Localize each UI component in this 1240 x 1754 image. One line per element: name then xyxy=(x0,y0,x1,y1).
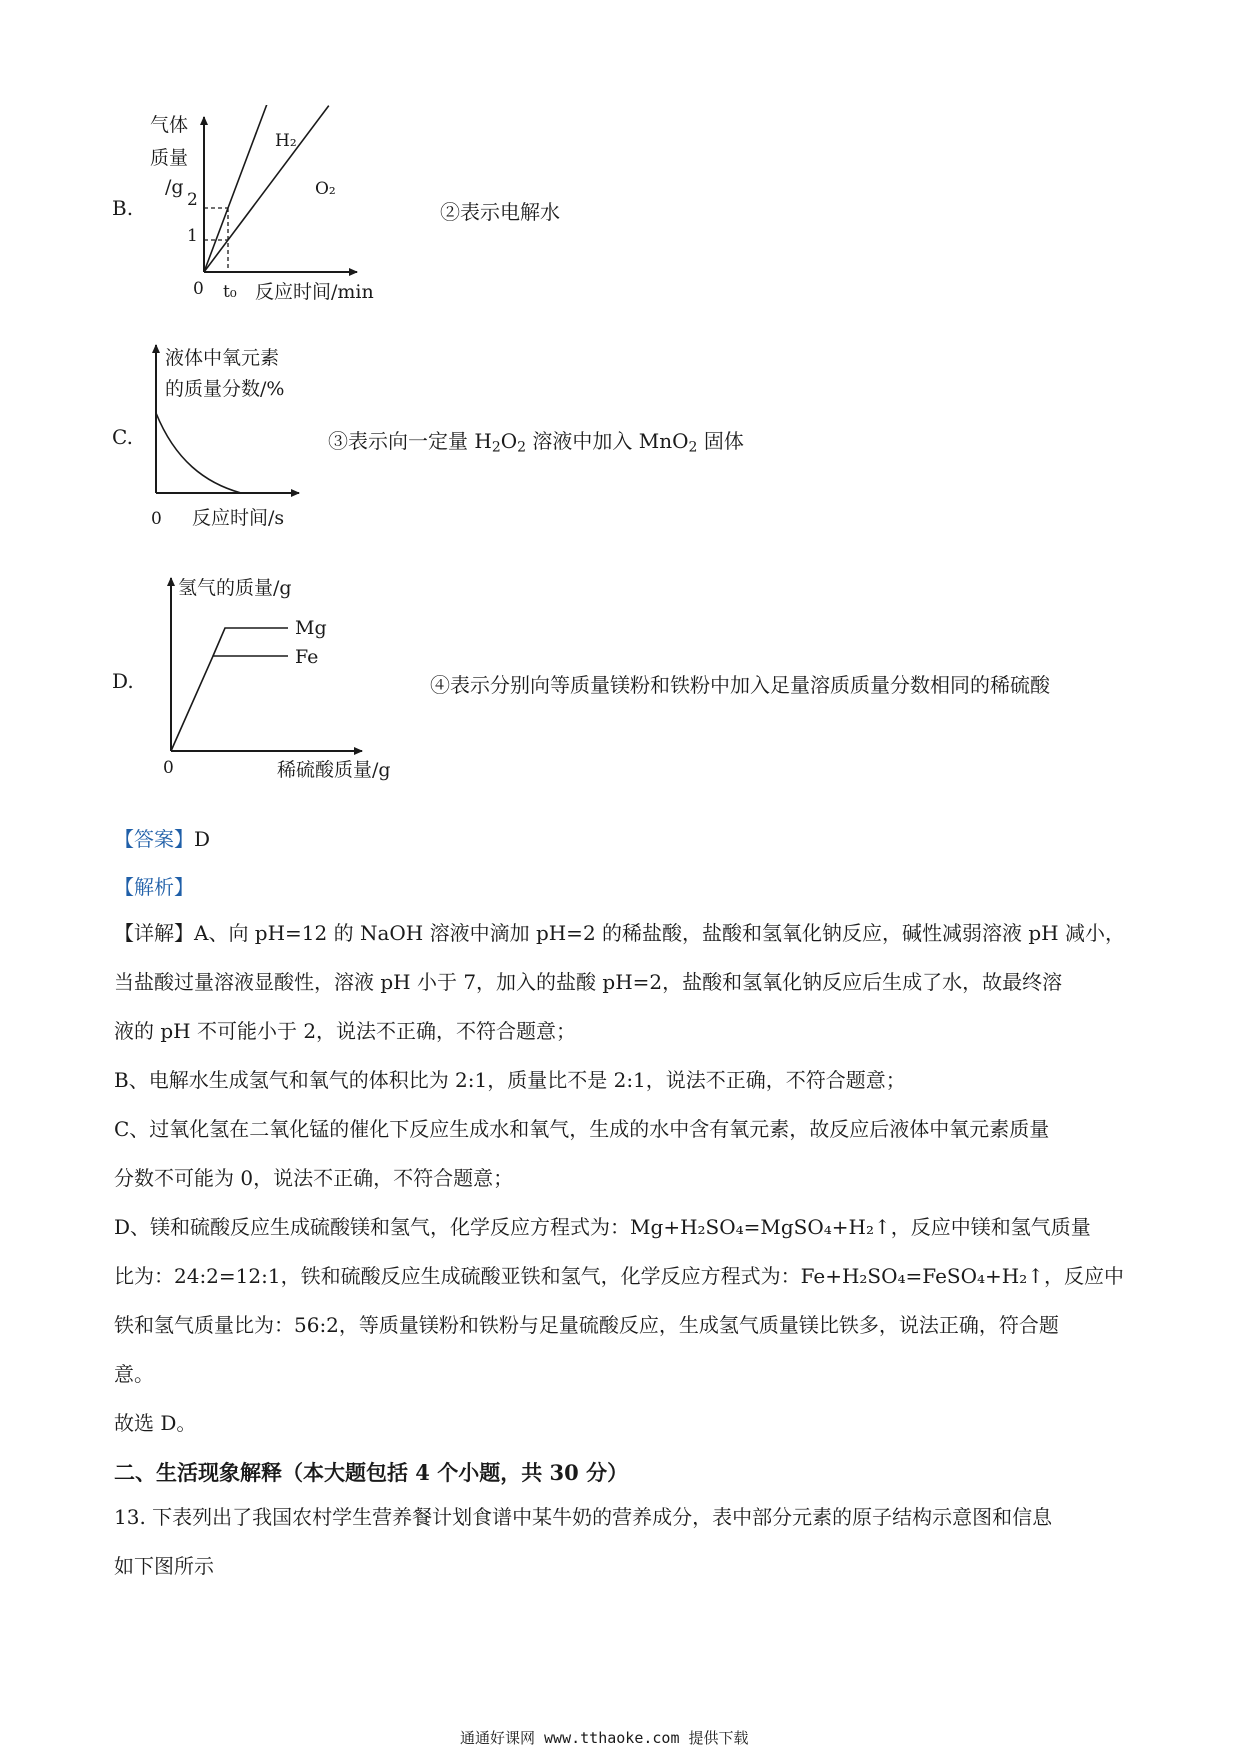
detail-tag: 【详解】 xyxy=(114,921,194,945)
chart-b-xtick: t₀ xyxy=(223,282,237,302)
chart-b-xlabel: 反应时间/min xyxy=(255,281,374,303)
chart-b-ylabel-1: 气体 xyxy=(150,114,189,136)
chart-b-ytick-1: 1 xyxy=(187,226,198,246)
chart-d-line-mg xyxy=(213,628,288,656)
chart-b-series-o2: O₂ xyxy=(315,179,336,199)
option-b-letter: B. xyxy=(112,196,134,220)
detail-line: 当盐酸过量溶液显酸性，溶液 pH 小于 7，加入的盐酸 pH=2，盐酸和氢氧化钠反应后生成了水，故最终溶 xyxy=(114,970,1063,994)
chart-b-plot-area xyxy=(204,105,329,272)
detail-line: 【详解】A、向 pH=12 的 NaOH 溶液中滴加 pH=2 的稀盐酸，盐酸和氢氧化钠反应，碱性减弱溶液 pH 减小， xyxy=(114,921,1125,945)
question-13-line: 如下图所示 xyxy=(114,1554,214,1578)
analysis-tag: 【解析】 xyxy=(114,875,194,899)
chart-c-ylabel-2: 的质量分数/% xyxy=(165,378,285,400)
option-d-letter: D. xyxy=(112,669,134,693)
detail-line: 比为：24:2=12:1，铁和硫酸反应生成硫酸亚铁和氢气，化学反应方程式为：Fe+H₂SO₄=FeSO₄+H₂↑，反应中 xyxy=(114,1264,1124,1288)
option-d-description: ④表示分别向等质量镁粉和铁粉中加入足量溶质质量分数相同的稀硫酸 xyxy=(430,673,1050,697)
chart-d-origin: 0 xyxy=(163,758,174,778)
chart-b-ylabel-2: 质量 xyxy=(150,147,189,169)
detail-conclusion: 故选 D。 xyxy=(114,1411,197,1435)
chart-c-origin: 0 xyxy=(151,509,162,529)
detail-line: D、镁和硫酸反应生成硫酸镁和氢气，化学反应方程式为：Mg+H₂SO₄=MgSO₄+H₂↑，反应中镁和氢气质量 xyxy=(114,1215,1091,1239)
chart-c-curve xyxy=(156,413,241,493)
answer-tag: 【答案】 xyxy=(114,827,194,851)
chart-b-origin: 0 xyxy=(193,279,204,299)
detail-line: 意。 xyxy=(114,1362,154,1386)
chart-b-ylabel-3: /g xyxy=(165,176,184,198)
detail-line: C、过氧化氢在二氧化锰的催化下反应生成水和氧气，生成的水中含有氧元素，故反应后液体中氧元素质量 xyxy=(114,1117,1050,1141)
option-b-description: ②表示电解水 xyxy=(440,200,560,224)
section-heading: 二、生活现象解释（本大题包括 4 个小题，共 30 分） xyxy=(114,1460,629,1485)
chart-c-xlabel: 反应时间/s xyxy=(192,507,285,529)
option-c-letter: C. xyxy=(112,425,133,449)
chart-b-series-line-o2 xyxy=(204,106,329,272)
detail-block xyxy=(114,909,1134,1448)
chart-b xyxy=(135,105,435,310)
question-13-line: 13. 下表列出了我国农村学生营养餐计划食谱中某牛奶的营养成分，表中部分元素的原子结构示意图和信息 xyxy=(114,1505,1053,1529)
chart-d-xlabel: 稀硫酸质量/g xyxy=(277,759,391,781)
chart-c-ylabel-1: 液体中氧元素 xyxy=(165,347,280,369)
chart-d-ylabel: 氢气的质量/g xyxy=(178,577,292,599)
question-13 xyxy=(114,1493,1134,1591)
detail-line: 分数不可能为 0，说法不正确，不符合题意； xyxy=(114,1166,514,1190)
chart-d-series-fe: Fe xyxy=(295,646,319,668)
detail-line: 液的 pH 不可能小于 2，说法不正确，不符合题意； xyxy=(114,1019,577,1043)
option-c-description: ③表示向一定量 $H_2O_2$ 溶液中加入 MnO$_2$ 固体 xyxy=(328,429,744,456)
chart-b-series-line-h2 xyxy=(204,105,274,272)
answer-line xyxy=(114,823,210,852)
answer-value: D xyxy=(194,827,211,851)
chart-d-series-mg: Mg xyxy=(295,617,327,639)
detail-line: 铁和氢气质量比为：56:2，等质量镁粉和铁粉与足量硫酸反应，生成氢气质量镁比铁多，说法正确，符合题 xyxy=(114,1313,1059,1337)
chart-d xyxy=(150,568,420,783)
chart-b-ytick-2: 2 xyxy=(187,190,198,210)
chart-c xyxy=(135,335,315,540)
detail-line: B、电解水生成氢气和氧气的体积比为 2:1，质量比不是 2:1，说法不正确，不符合题意； xyxy=(114,1068,906,1092)
chart-d-line-fe xyxy=(171,656,288,751)
chart-b-series-h2: H₂ xyxy=(275,131,297,151)
page-footer: 通通好课网 www.tthaoke.com 提供下载 xyxy=(460,1729,749,1747)
